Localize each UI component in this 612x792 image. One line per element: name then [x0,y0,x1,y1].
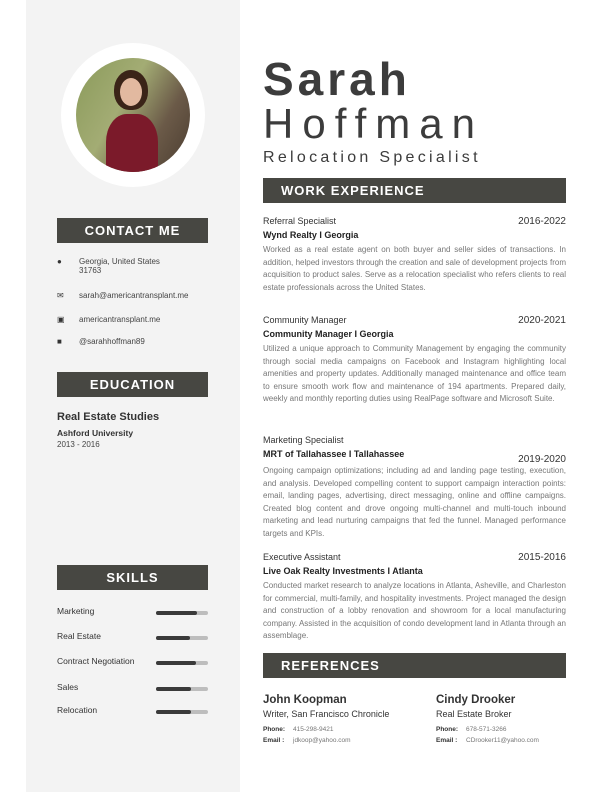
job-entry [263,315,566,406]
reference-phone[interactable]: 678-571-3266 [466,726,507,733]
phone-label: Phone: [436,726,459,733]
skill-level-bar [156,661,208,665]
skill-item [57,606,208,616]
zip-text: 31763 [79,266,102,275]
skill-name: Marketing [57,606,95,616]
reference-email[interactable]: CDrooker11@yahoo.com [466,737,539,744]
skill-item [57,656,208,666]
education-years: 2013 - 2016 [57,440,100,449]
job-entry [263,552,566,643]
job-company: Wynd Realty I Georgia [263,230,359,240]
job-title: Relocation Specialist [263,149,481,166]
job-description: Worked as a real estate agent on both buyer and seller sides of transactions. In addition, helped investors through the creation and sale of development projects from acquisition to product sales. Serve as a relocation specialist who refers clients to real estate professionals across the United States. [263,245,566,292]
job-title: Community Manager [263,315,347,325]
linkedin-icon: ■ [57,337,62,346]
linkedin-link[interactable]: @sarahhoffman89 [79,337,145,346]
contact-heading: CONTACT ME [57,218,208,243]
email-label: Email : [436,737,458,744]
profile-photo [76,58,190,172]
skill-level-fill [156,687,191,691]
skill-item [57,631,208,641]
job-title: Executive Assistant [263,552,341,562]
skill-name: Relocation [57,705,98,715]
contact-linkedin[interactable] [57,337,208,346]
skill-name: Contract Negotiation [57,656,135,666]
skill-level-fill [156,636,190,640]
work-experience-heading: WORK EXPERIENCE [263,178,566,203]
job-years: 2020-2021 [518,315,566,326]
reference-phone[interactable]: 415-298-9421 [293,726,334,733]
map-pin-icon: ● [57,257,62,266]
contact-location [57,257,208,275]
job-description: Utilized a unique approach to Community Management by engaging the community through social media campaigns on Facebook and Instagram highlighting local amenities and property updates. Additionally managed maintenance and office team to ensure smooth work flow and maintenance of 194 apartments. Prepared daily, weekly and monthly reporting duties using RealPage software and Microsoft Suite. [263,344,566,404]
reference-role: Real Estate Broker [436,709,512,719]
contact-website[interactable] [57,315,208,324]
job-description: Ongoing campaign optimizations; including ad and landing page testing, execution, and analysis. Developed compelling content to support campaign interaction points: email, landing pages, advertising, direct messaging, online and offline campaigns. Created blog content and drove ongoing multi-channel and multi-touch inbound marketing and lead nurturing campaigns that fed the funnel. Managed performance targets and KPIs. [263,466,566,538]
job-years: 2015-2016 [518,552,566,563]
last-name: Hoffman [263,100,484,147]
contact-email[interactable] [57,291,208,300]
job-company: Community Manager I Georgia [263,329,394,339]
skill-level-bar [156,710,208,714]
reference-role: Writer, San Francisco Chronicle [263,709,390,719]
job-title: Referral Specialist [263,216,337,226]
job-title: Marketing Specialist [263,435,344,445]
phone-label: Phone: [263,726,286,733]
references-heading: REFERENCES [263,653,566,678]
skill-level-fill [156,611,197,615]
skill-item [57,682,208,692]
first-name: Sarah [263,53,411,105]
job-entry [263,216,566,294]
skill-level-bar [156,687,208,691]
reference-name: John Koopman [263,694,347,706]
skill-level-fill [156,661,196,665]
skill-name: Sales [57,682,79,692]
reference-card [436,694,576,744]
laptop-icon: ▣ [57,315,65,324]
job-company: Live Oak Realty Investments I Atlanta [263,566,423,576]
skill-level-fill [156,710,191,714]
education-heading: EDUCATION [57,372,208,397]
skills-heading: SKILLS [57,565,208,590]
location-text: Georgia, United States [79,257,160,266]
email-link[interactable]: sarah@americantransplant.me [79,291,189,300]
skill-item [57,705,208,715]
job-company: MRT of Tallahassee I Tallahassee [263,449,405,459]
website-link[interactable]: americantransplant.me [79,315,161,324]
reference-card [263,694,423,744]
degree: Real Estate Studies [57,411,160,423]
skill-level-bar [156,636,208,640]
job-description: Conducted market research to analyze locations in Atlanta, Asheville, and Charleston for commercial, multi-family, and hospitality investments. Project managed the design and construction of a lobby renovation and showroom for a local manufacturing company. Assisted in the acquisition of condo development land in Atlanta through an assemblage. [263,581,566,641]
reference-name: Cindy Drooker [436,694,516,706]
envelope-icon: ✉ [57,291,64,300]
job-entry [263,435,566,541]
reference-email[interactable]: jdkoop@yahoo.com [293,737,351,744]
skill-level-bar [156,611,208,615]
school: Ashford University [57,428,134,438]
job-years: 2016-2022 [518,216,566,227]
job-years: 2019-2020 [518,454,566,465]
email-label: Email : [263,737,285,744]
skill-name: Real Estate [57,631,101,641]
